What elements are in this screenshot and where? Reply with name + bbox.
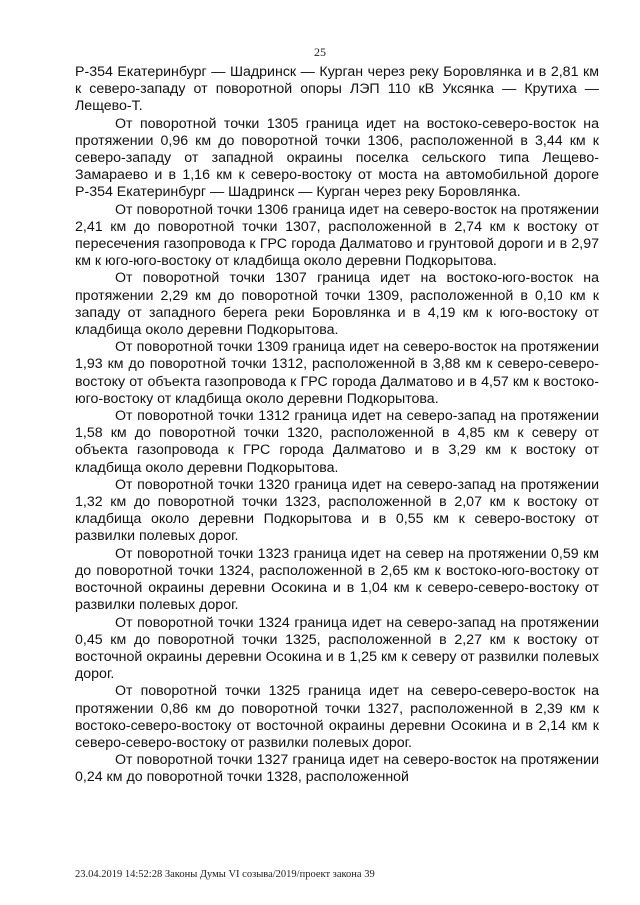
paragraph-point-1323: От поворотной точки 1323 граница идет на север на протяжении 0,59 км до поворотной точки 1324, расположенной в 2,65 км к востоко-юго-востоку от восточной окраины деревни Осокина и в 1,04 км к северо-северо-востоку от развилки полевых дорог.: [75, 545, 599, 614]
paragraph-point-1307: От поворотной точки 1307 граница идет на востоко-юго-восток на протяжении 2,29 км до поворотной точки 1309, расположенной в 0,10 км к западу от западного берега реки Боровлянка и в 4,19 км к юго-востоку от кладбища около деревни Подкорытова.: [75, 270, 599, 339]
paragraph-point-1309: От поворотной точки 1309 граница идет на северо-восток на протяжении 1,93 км до поворотной точки 1312, расположенной в 3,88 км к северо-северо-востоку от объекта газопровода к ГРС города Далматово и в 4,57 км к востоко-юго-востоку от кладбища около деревни Подкорытова.: [75, 339, 599, 407]
document-body: [75, 64, 599, 787]
document-footer: 23.04.2019 14:52:28 Законы Думы VI созыва/2019/проект закона 39: [75, 869, 375, 880]
page-number: 25: [314, 45, 326, 59]
paragraph-point-1305: От поворотной точки 1305 граница идет на востоко-северо-восток на протяжении 0,96 км до поворотной точки 1306, расположенной в 3,44 км к северо-западу от западной окраины поселка сельского типа Лещево-Замараево и в 1,16 км к северо-востоку от моста на автомобильной дороге Р-354 Екатеринбург — Шадринск — Курган через реку Боровлянка.: [75, 115, 599, 201]
paragraph-point-1306: От поворотной точки 1306 граница идет на северо-восток на протяжении 2,41 км до поворотной точки 1307, расположенной в 2,74 км к востоку от пересечения газопровода к ГРС города Далматово и грунтовой дороги и в 2,97 км к юго-юго-востоку от кладбища около деревни Подкорытова.: [75, 201, 599, 270]
paragraph-point-1312: От поворотной точки 1312 граница идет на северо-запад на протяжении 1,58 км до поворотной точки 1320, расположенной в 4,85 км к северу от объекта газопровода к ГРС города Далматово и в 3,29 км к востоку от кладбища около деревни Подкорытова.: [75, 408, 599, 476]
paragraph-point-1324: От поворотной точки 1324 граница идет на северо-запад на протяжении 0,45 км до поворотной точки 1325, расположенной в 2,27 км к востоку от восточной окраины деревни Осокина и в 1,25 км к северу от развилки полевых дорог.: [75, 614, 599, 683]
paragraph-point-1327: От поворотной точки 1327 граница идет на северо-восток на протяжении 0,24 км до поворотной точки 1328, расположенной: [75, 752, 599, 786]
paragraph-continuation: Р-354 Екатеринбург — Шадринск — Курган через реку Боровлянка и в 2,81 км к северо-западу от поворотной опоры ЛЭП 110 кВ Уксянка — Крутиха — Лещево-Т.: [75, 64, 599, 115]
paragraph-point-1320: От поворотной точки 1320 граница идет на северо-запад на протяжении 1,32 км до поворотной точки 1323, расположенной в 2,07 км к востоку от кладбища около деревни Подкорытова и в 0,55 км к северо-востоку от развилки полевых дорог.: [75, 476, 599, 545]
paragraph-point-1325: От поворотной точки 1325 граница идет на северо-северо-восток на протяжении 0,86 км до поворотной точки 1327, расположенной в 2,39 км к востоко-северо-востоку от восточной окраины деревни Осокина и в 2,14 км к северо-северо-востоку от развилки полевых дорог.: [75, 683, 599, 751]
